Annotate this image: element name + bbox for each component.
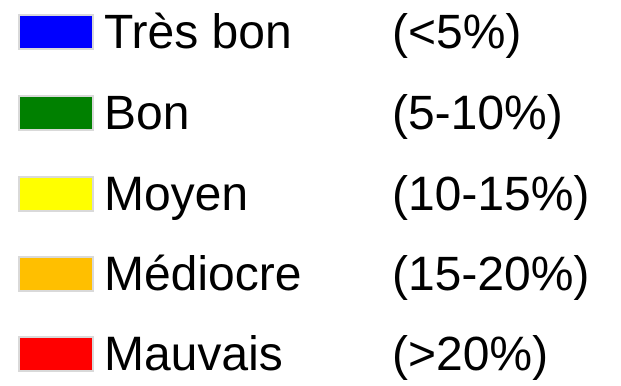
legend-item-moyen [0,164,621,226]
legend-label: Médiocre [104,248,302,301]
legend-label: Très bon [104,6,292,59]
legend-item-mauvais [0,324,621,386]
color-swatch-red [18,336,94,372]
legend-range: (>20%) [392,328,549,381]
color-swatch-green [18,95,94,131]
legend-range: (5-10%) [392,87,563,140]
legend-range: (15-20%) [392,248,590,301]
legend-range: (<5%) [392,6,522,59]
color-swatch-orange [18,256,94,292]
legend-label: Mauvais [104,328,283,381]
color-swatch-blue [18,14,94,50]
legend-range: (10-15%) [392,168,590,221]
legend-item-bon [0,83,621,145]
legend-label: Bon [104,87,190,140]
legend-item-mediocre [0,244,621,306]
color-swatch-yellow [18,176,94,212]
legend-label: Moyen [104,168,249,221]
legend-item-tres-bon [0,2,621,64]
